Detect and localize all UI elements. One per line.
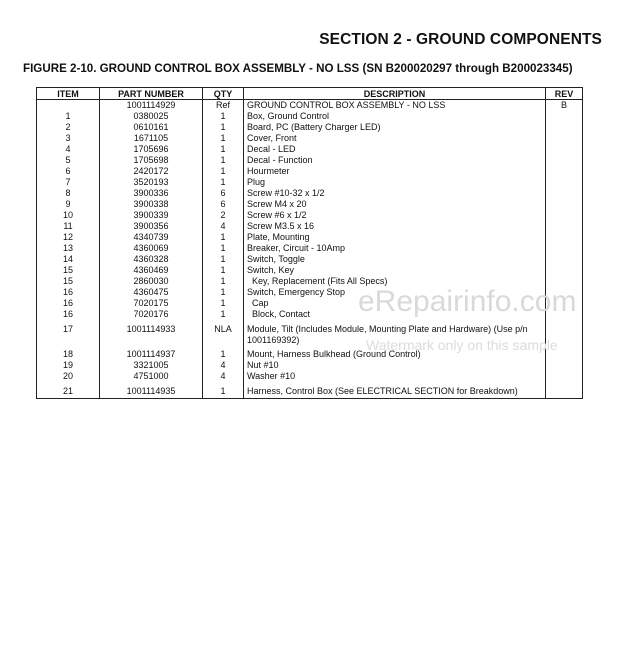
cell-description: Switch, Emergency Stop [244, 287, 546, 298]
cell-part-number: 1671105 [100, 133, 203, 144]
table-row [37, 100, 583, 112]
header-item: ITEM [37, 88, 100, 100]
cell-rev [546, 371, 583, 382]
table-row [37, 144, 583, 155]
cell-qty: 1 [203, 298, 244, 309]
cell-description: Screw M4 x 20 [244, 199, 546, 210]
cell-qty: 1 [203, 265, 244, 276]
table-row [37, 133, 583, 144]
cell-description: Harness, Control Box (See ELECTRICAL SECTION for Breakdown) [244, 382, 546, 398]
cell-description: Decal - Function [244, 155, 546, 166]
cell-description: Screw #6 x 1/2 [244, 210, 546, 221]
cell-part-number: 3900336 [100, 188, 203, 199]
cell-item [37, 100, 100, 112]
cell-qty: 4 [203, 221, 244, 232]
cell-qty: 1 [203, 111, 244, 122]
cell-description: Washer #10 [244, 371, 546, 382]
table-row [37, 371, 583, 382]
cell-qty: 1 [203, 177, 244, 188]
cell-rev [546, 166, 583, 177]
cell-description: Switch, Toggle [244, 254, 546, 265]
cell-qty: 1 [203, 276, 244, 287]
cell-qty: 1 [203, 382, 244, 398]
cell-item: 21 [37, 382, 100, 398]
cell-item: 3 [37, 133, 100, 144]
cell-description: Switch, Key [244, 265, 546, 276]
table-row [37, 177, 583, 188]
cell-description: Plate, Mounting [244, 232, 546, 243]
cell-item: 15 [37, 265, 100, 276]
table-row [37, 166, 583, 177]
header-description: DESCRIPTION [244, 88, 546, 100]
cell-qty: 1 [203, 133, 244, 144]
header-rev: REV [546, 88, 583, 100]
cell-rev [546, 360, 583, 371]
figure-title: FIGURE 2-10. GROUND CONTROL BOX ASSEMBLY - NO LSS (SN B200020297 through B200023345) [23, 62, 573, 75]
cell-part-number: 1001114937 [100, 346, 203, 361]
cell-part-number: 1001114929 [100, 100, 203, 112]
cell-part-number: 4360475 [100, 287, 203, 298]
cell-part-number: 0610161 [100, 122, 203, 133]
cell-rev [546, 177, 583, 188]
cell-qty: 6 [203, 188, 244, 199]
cell-item: 6 [37, 166, 100, 177]
cell-qty: 1 [203, 166, 244, 177]
cell-rev: B [546, 100, 583, 112]
table-row [37, 155, 583, 166]
cell-description: Board, PC (Battery Charger LED) [244, 122, 546, 133]
cell-part-number: 4340739 [100, 232, 203, 243]
cell-item: 16 [37, 298, 100, 309]
cell-qty: 2 [203, 210, 244, 221]
cell-rev [546, 382, 583, 398]
header-part-number: PART NUMBER [100, 88, 203, 100]
cell-description: Decal - LED [244, 144, 546, 155]
cell-qty: 1 [203, 232, 244, 243]
cell-part-number: 2860030 [100, 276, 203, 287]
cell-part-number: 4360328 [100, 254, 203, 265]
cell-part-number: 7020175 [100, 298, 203, 309]
cell-part-number: 3321005 [100, 360, 203, 371]
cell-rev [546, 199, 583, 210]
cell-qty: 4 [203, 360, 244, 371]
cell-description: GROUND CONTROL BOX ASSEMBLY - NO LSS [244, 100, 546, 112]
cell-qty: 1 [203, 287, 244, 298]
cell-part-number: 4751000 [100, 371, 203, 382]
cell-description: Nut #10 [244, 360, 546, 371]
cell-rev [546, 144, 583, 155]
cell-rev [546, 254, 583, 265]
cell-qty: 1 [203, 122, 244, 133]
cell-rev [546, 210, 583, 221]
cell-description: Key, Replacement (Fits All Specs) [244, 276, 546, 287]
table-row [37, 243, 583, 254]
cell-qty: 1 [203, 309, 244, 320]
cell-qty: 1 [203, 144, 244, 155]
cell-part-number: 4360469 [100, 265, 203, 276]
cell-item: 9 [37, 199, 100, 210]
cell-description: Screw #10-32 x 1/2 [244, 188, 546, 199]
cell-rev [546, 122, 583, 133]
table-row [37, 265, 583, 276]
cell-rev [546, 133, 583, 144]
cell-item: 12 [37, 232, 100, 243]
cell-part-number: 3900356 [100, 221, 203, 232]
cell-item: 17 [37, 320, 100, 346]
table-row [37, 199, 583, 210]
cell-part-number: 0380025 [100, 111, 203, 122]
table-row [37, 232, 583, 243]
watermark-main: eRepairinfo.com [358, 285, 577, 318]
cell-description: Module, Tilt (Includes Module, Mounting Plate and Hardware) (Use p/n 1001169392) [244, 320, 546, 346]
cell-item: 16 [37, 309, 100, 320]
cell-description: Screw M3.5 x 16 [244, 221, 546, 232]
cell-rev [546, 188, 583, 199]
cell-item: 11 [37, 221, 100, 232]
cell-rev [546, 221, 583, 232]
cell-part-number: 1705698 [100, 155, 203, 166]
table-row [37, 122, 583, 133]
table-row [37, 188, 583, 199]
table-header-row [37, 88, 583, 100]
watermark-sub: Watermark only on this sample [366, 337, 558, 353]
cell-item: 14 [37, 254, 100, 265]
table-row [37, 360, 583, 371]
cell-part-number: 4360069 [100, 243, 203, 254]
cell-part-number: 3900338 [100, 199, 203, 210]
table-row [37, 111, 583, 122]
cell-qty: 1 [203, 243, 244, 254]
cell-qty: Ref [203, 100, 244, 112]
cell-item: 16 [37, 287, 100, 298]
header-qty: QTY [203, 88, 244, 100]
cell-item: 20 [37, 371, 100, 382]
cell-description: Plug [244, 177, 546, 188]
cell-description: Breaker, Circuit - 10Amp [244, 243, 546, 254]
cell-item: 1 [37, 111, 100, 122]
cell-item: 10 [37, 210, 100, 221]
cell-rev [546, 232, 583, 243]
cell-qty: 1 [203, 155, 244, 166]
table-row [37, 382, 583, 398]
cell-qty: NLA [203, 320, 244, 346]
cell-qty: 1 [203, 346, 244, 361]
cell-part-number: 1001114935 [100, 382, 203, 398]
cell-item: 7 [37, 177, 100, 188]
cell-qty: 6 [203, 199, 244, 210]
table-row [37, 254, 583, 265]
cell-rev [546, 243, 583, 254]
cell-description: Mount, Harness Bulkhead (Ground Control) [244, 346, 546, 361]
cell-description: Cap [244, 298, 546, 309]
cell-qty: 1 [203, 254, 244, 265]
cell-description: Cover, Front [244, 133, 546, 144]
cell-rev [546, 111, 583, 122]
cell-qty: 4 [203, 371, 244, 382]
cell-part-number: 2420172 [100, 166, 203, 177]
cell-rev [546, 265, 583, 276]
cell-part-number: 3520193 [100, 177, 203, 188]
table-row [37, 221, 583, 232]
cell-description: Box, Ground Control [244, 111, 546, 122]
cell-item: 8 [37, 188, 100, 199]
cell-description: Block, Contact [244, 309, 546, 320]
cell-part-number: 1705696 [100, 144, 203, 155]
cell-item: 5 [37, 155, 100, 166]
cell-item: 4 [37, 144, 100, 155]
cell-item: 13 [37, 243, 100, 254]
cell-item: 2 [37, 122, 100, 133]
cell-rev [546, 155, 583, 166]
cell-item: 18 [37, 346, 100, 361]
cell-description: Hourmeter [244, 166, 546, 177]
table-row [37, 210, 583, 221]
cell-part-number: 3900339 [100, 210, 203, 221]
table-body [37, 100, 583, 399]
cell-part-number: 7020176 [100, 309, 203, 320]
section-title: SECTION 2 - GROUND COMPONENTS [319, 31, 602, 48]
cell-item: 19 [37, 360, 100, 371]
cell-part-number: 1001114933 [100, 320, 203, 346]
cell-item: 15 [37, 276, 100, 287]
